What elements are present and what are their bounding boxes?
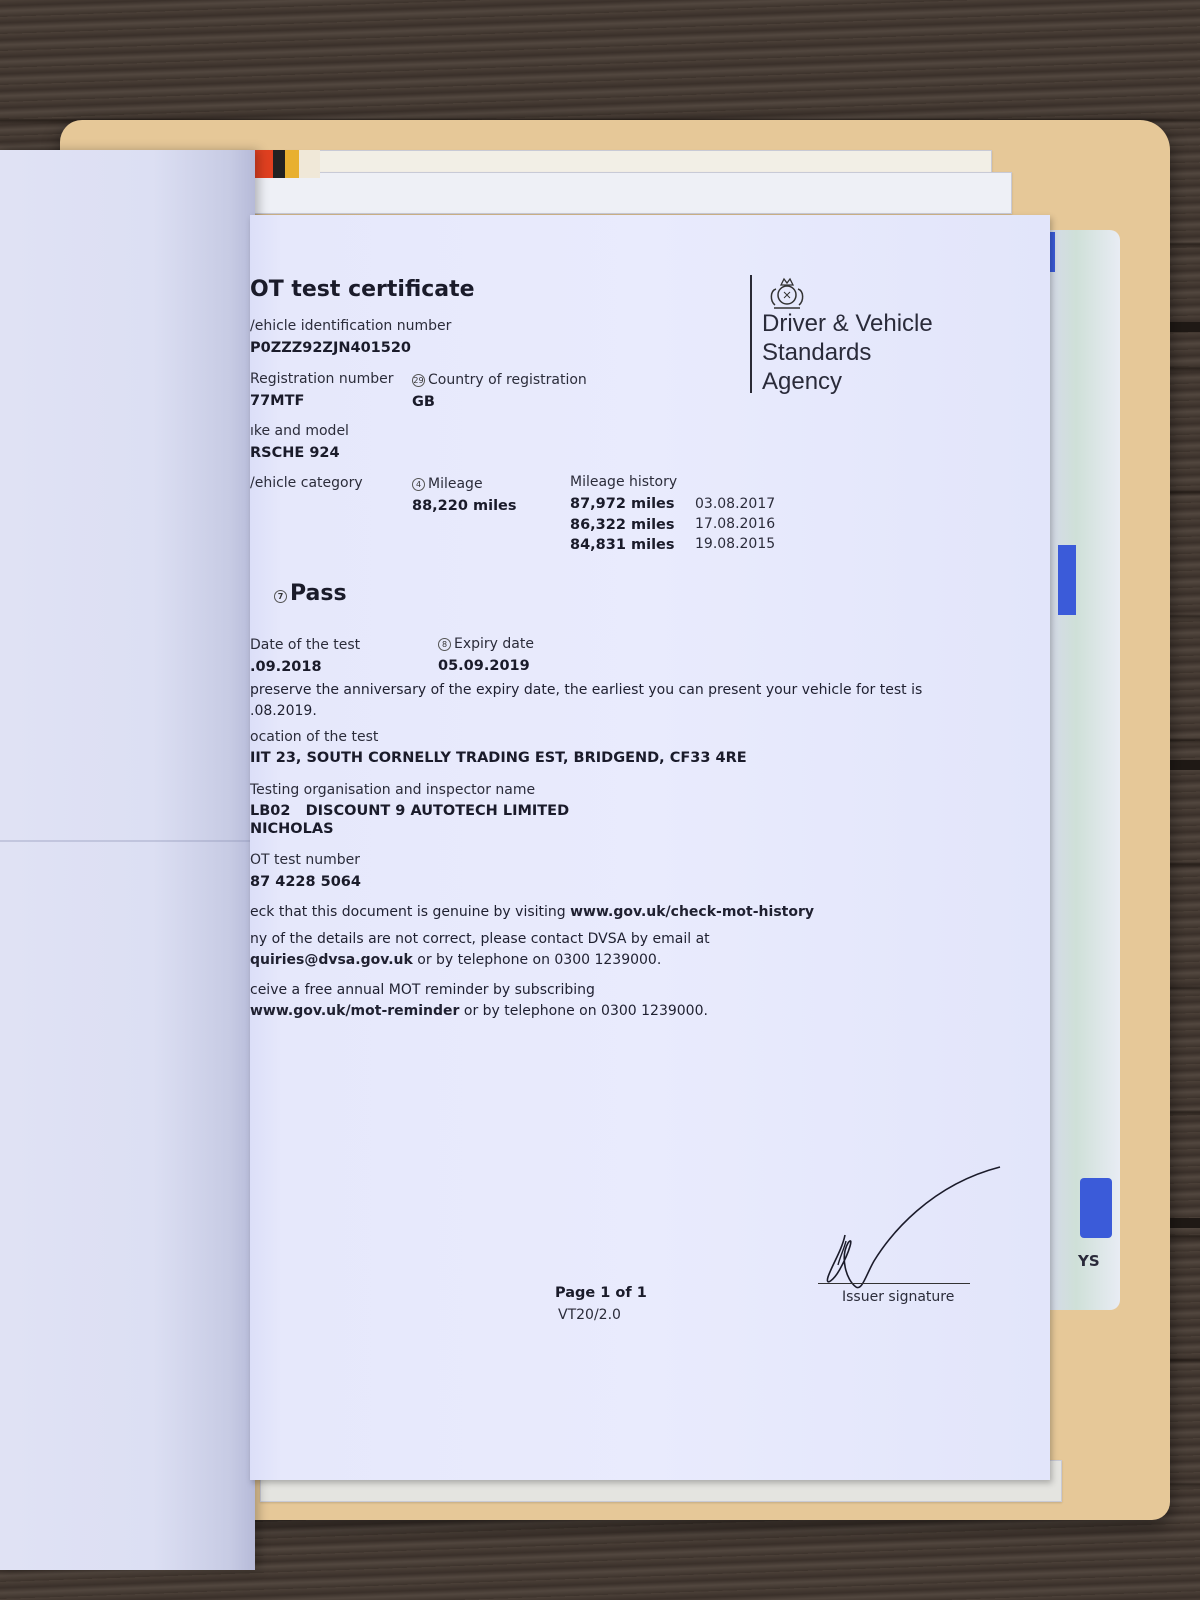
left-page bbox=[0, 150, 255, 1570]
reminder-text-line1: ceive a free annual MOT reminder by subscribing bbox=[250, 982, 595, 998]
expiry-label bbox=[438, 636, 534, 652]
dvsa-logo bbox=[750, 275, 933, 393]
test-result bbox=[274, 581, 347, 606]
blue-tab bbox=[1058, 545, 1076, 615]
mot-certificate-page bbox=[250, 215, 1050, 1480]
field-number-marker: 29 bbox=[413, 376, 424, 385]
country-label-text: Country of registration bbox=[428, 372, 587, 388]
location-value: IIT 23, SOUTH CORNELLY TRADING EST, BRIDGEND, CF33 4RE bbox=[250, 750, 747, 766]
reminder-phone-text: or by telephone on 0300 1239000. bbox=[459, 1003, 708, 1019]
royal-crest-icon bbox=[762, 275, 812, 313]
reminder-text-line2 bbox=[250, 1003, 708, 1019]
test-date-label: Date of the test bbox=[250, 637, 361, 653]
history-date: 03.08.2017 bbox=[695, 496, 776, 512]
fold-crease bbox=[0, 840, 255, 842]
form-code: VT20/2.0 bbox=[558, 1307, 621, 1323]
country-value: GB bbox=[412, 394, 435, 410]
organisation-value: LB02 DISCOUNT 9 AUTOTECH LIMITED bbox=[250, 803, 570, 819]
check-genuine-text bbox=[250, 904, 814, 920]
make-model-label: ıke and model bbox=[250, 423, 349, 439]
mileage-history-label: Mileage history bbox=[570, 474, 678, 490]
test-result-text: Pass bbox=[290, 581, 347, 606]
page-number: Page 1 of 1 bbox=[555, 1285, 647, 1301]
registration-value: 77MTF bbox=[250, 393, 305, 409]
test-number-label: OT test number bbox=[250, 852, 360, 868]
field-number-marker: 7 bbox=[274, 590, 287, 603]
country-label bbox=[412, 372, 587, 388]
mileage-label-text: Mileage bbox=[428, 476, 483, 492]
signature-label: Issuer signature bbox=[842, 1289, 955, 1305]
mot-reminder-link[interactable]: www.gov.uk/mot-reminder bbox=[250, 1003, 460, 1019]
anniversary-note-line1: preserve the anniversary of the expiry date, the earliest you can present your vehicle for test is bbox=[250, 682, 923, 698]
vin-label: /ehicle identification number bbox=[250, 318, 452, 334]
inspector-name: NICHOLAS bbox=[250, 821, 334, 837]
mileage-value: 88,220 miles bbox=[412, 498, 517, 514]
flag-stripe bbox=[250, 150, 320, 178]
test-date-value: .09.2018 bbox=[250, 659, 322, 675]
stacked-sheet bbox=[240, 172, 1012, 214]
history-date: 17.08.2016 bbox=[695, 516, 776, 532]
vehicle-category-label: /ehicle category bbox=[250, 475, 363, 491]
field-number-marker: 4 bbox=[412, 478, 425, 491]
field-number-marker: 8 bbox=[438, 638, 451, 651]
history-miles: 84,831 miles bbox=[570, 537, 675, 553]
certificate-title: OT test certificate bbox=[250, 277, 475, 302]
side-tab-text: YS bbox=[1078, 1252, 1100, 1270]
vin-value: P0ZZZ92ZJN401520 bbox=[250, 340, 412, 356]
contact-phone-text: or by telephone on 0300 1239000. bbox=[412, 952, 662, 968]
check-text: eck that this document is genuine by visiting bbox=[250, 904, 571, 920]
signature-line bbox=[818, 1283, 970, 1284]
make-model-value: RSCHE 924 bbox=[250, 445, 340, 461]
history-miles: 87,972 miles bbox=[570, 496, 675, 512]
location-label: ocation of the test bbox=[250, 729, 379, 745]
registration-label: Registration number bbox=[250, 371, 394, 387]
issuer-signature-image bbox=[810, 1165, 1010, 1295]
mileage-label bbox=[412, 476, 483, 492]
test-number-value: 87 4228 5064 bbox=[250, 874, 361, 890]
agency-name: Driver & Vehicle Standards Agency bbox=[762, 310, 933, 395]
contact-email-link[interactable]: quiries@dvsa.gov.uk bbox=[250, 952, 413, 968]
contact-text-line1: ny of the details are not correct, please contact DVSA by email at bbox=[250, 931, 710, 947]
history-date: 19.08.2015 bbox=[695, 536, 776, 552]
organisation-label: Testing organisation and inspector name bbox=[250, 782, 536, 798]
blue-tab bbox=[1080, 1178, 1112, 1238]
anniversary-note-line2: .08.2019. bbox=[250, 703, 317, 719]
check-mot-history-link[interactable]: www.gov.uk/check-mot-history bbox=[570, 904, 814, 920]
history-miles: 86,322 miles bbox=[570, 517, 675, 533]
contact-text-line2 bbox=[250, 952, 661, 968]
expiry-label-text: Expiry date bbox=[454, 636, 534, 652]
expiry-value: 05.09.2019 bbox=[438, 658, 530, 674]
